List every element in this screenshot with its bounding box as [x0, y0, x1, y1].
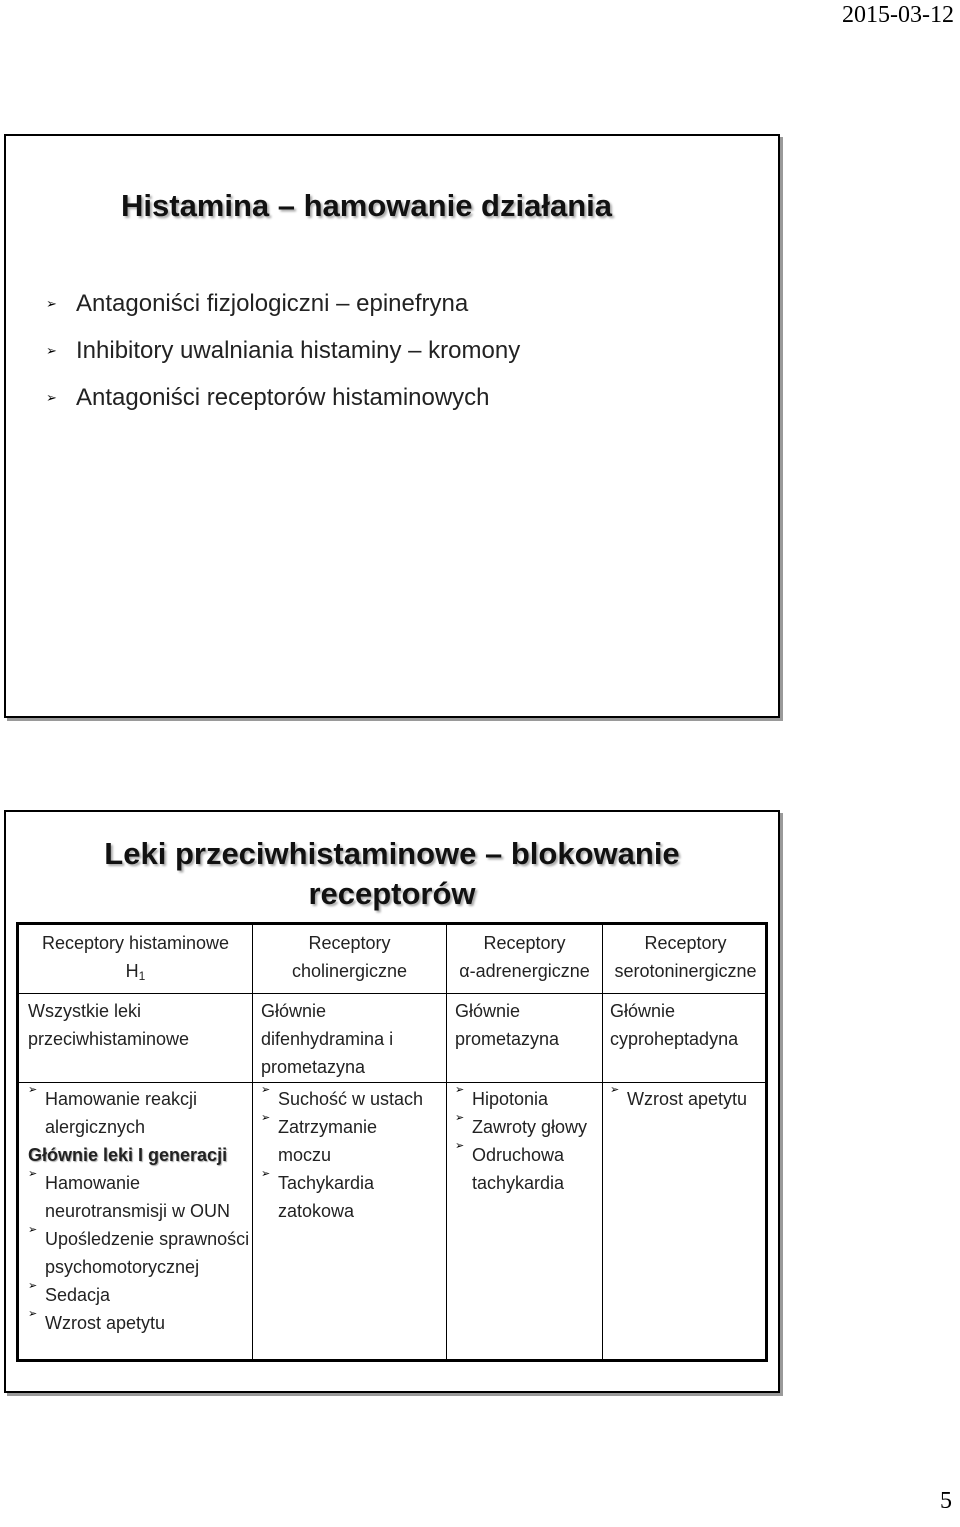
table-header-cell: Receptory histaminowe $H_1$	[41, 933, 230, 983]
arrow-bullet-icon: ➢	[455, 1084, 465, 1096]
page-number: 5	[940, 1488, 952, 1514]
list-item: ➢ Odruchowa tachykardia	[455, 1141, 600, 1197]
arrow-bullet-icon: ➢	[28, 1084, 38, 1096]
list-item: ➢ Tachykardia zatokowa	[261, 1169, 441, 1225]
header-date: 2015-03-12	[842, 2, 954, 28]
arrow-bullet-icon: ➢	[455, 1112, 465, 1124]
arrow-bullet-icon: ➢	[46, 343, 57, 358]
table-header-cell: Receptory α-adrenergiczne	[459, 933, 590, 981]
slide-title: Leki przeciwhistaminowe – blokowanie receptorów	[104, 836, 680, 911]
table-header-cell: Receptory cholinergiczne	[291, 933, 408, 981]
list-item: ➢ Wzrost apetytu	[28, 1309, 250, 1337]
arrow-bullet-icon: ➢	[46, 390, 57, 405]
arrow-bullet-icon: ➢	[455, 1140, 465, 1152]
list-item: ➢ Sedacja	[28, 1281, 250, 1309]
arrow-bullet-icon: ➢	[261, 1112, 271, 1124]
table-header-cell: Receptory serotoninergiczne	[614, 933, 757, 981]
list-item: ➢ Antagoniści fizjologiczni – epinefryna	[46, 289, 469, 317]
list-item: ➢ Zawroty głowy	[455, 1113, 600, 1141]
table-cell: Głównie difenhydramina i prometazyna	[261, 1001, 394, 1077]
table-cell: Głównie prometazyna	[455, 1001, 560, 1049]
table-cell: Głównie cyproheptadyna	[610, 1001, 739, 1049]
table-cell	[28, 1085, 250, 1337]
slide-histamine-inhibition	[4, 134, 780, 718]
list-item: ➢ Suchość w ustach	[261, 1085, 441, 1113]
table-cell: Wszystkie leki przeciwhistaminowe	[28, 1001, 190, 1049]
list-item: ➢ Wzrost apetytu	[610, 1085, 765, 1113]
slide-title: Histamina – hamowanie działania	[121, 188, 612, 223]
arrow-bullet-icon: ➢	[28, 1224, 38, 1236]
arrow-bullet-icon: ➢	[610, 1084, 620, 1096]
bullet-list	[46, 280, 520, 421]
list-item: ➢ Zatrzymanie moczu	[261, 1113, 441, 1169]
arrow-bullet-icon: ➢	[28, 1168, 38, 1180]
arrow-bullet-icon: ➢	[261, 1168, 271, 1180]
list-item: ➢ Hamowanie reakcji alergicznych	[28, 1085, 250, 1141]
arrow-bullet-icon: ➢	[28, 1280, 38, 1292]
arrow-bullet-icon: ➢	[28, 1308, 38, 1320]
arrow-bullet-icon: ➢	[46, 296, 57, 311]
table-cell	[261, 1085, 441, 1225]
slide-antihistamines	[4, 810, 780, 1393]
list-item: ➢ Hipotonia	[455, 1085, 600, 1113]
receptor-table	[16, 922, 768, 1362]
list-item: ➢ Hamowanie neurotransmisji w OUN	[28, 1169, 250, 1225]
list-item: ➢ Antagoniści receptorów histaminowych	[46, 383, 490, 411]
list-item: ➢ Inhibitory uwalniania histaminy – kromony	[46, 336, 521, 364]
list-item: ➢ Upośledzenie sprawności psychomotorycznej	[28, 1225, 250, 1281]
table-cell	[610, 1085, 765, 1113]
emphasis-text: Głównie leki I generacji	[28, 1145, 228, 1165]
table-cell	[455, 1085, 600, 1197]
arrow-bullet-icon: ➢	[261, 1084, 271, 1096]
